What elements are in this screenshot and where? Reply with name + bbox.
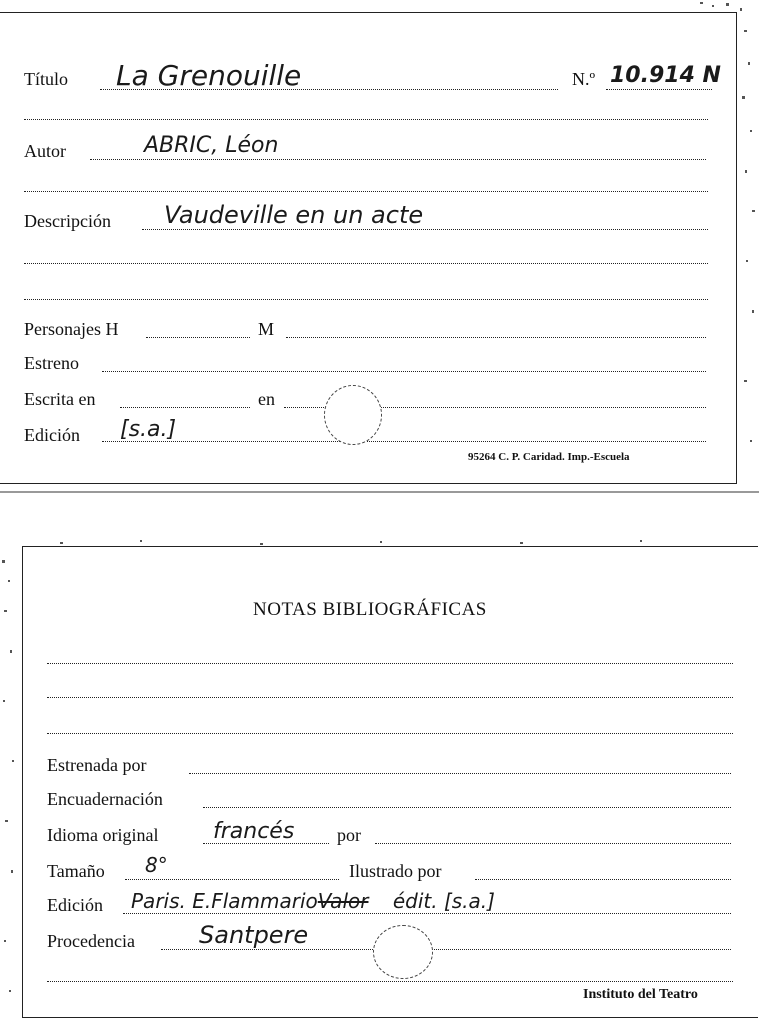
edicion-line <box>102 441 706 442</box>
encuadernacion-line <box>203 807 731 808</box>
descripcion-line-2 <box>24 263 708 264</box>
tamano-label: Tamaño <box>47 861 105 881</box>
descripcion-line-3 <box>24 299 708 300</box>
estreno-label: Estreno <box>24 353 79 373</box>
escrita-line <box>120 407 250 408</box>
idioma-por-line <box>375 843 731 844</box>
descripcion-line <box>142 229 708 230</box>
autor-value: ABRIC, Léon <box>144 133 279 158</box>
personajes-label: Personajes H <box>24 319 119 339</box>
numero-value: 10.914 N <box>610 63 721 88</box>
back-edicion-value <box>131 889 495 913</box>
edicion-label: Edición <box>24 425 80 445</box>
notes-line-2 <box>47 697 733 698</box>
back-edicion-struck: Valor <box>317 889 369 913</box>
descripcion-value: Vaudeville en un acte <box>164 201 424 229</box>
personajes-m-label: M <box>258 319 275 339</box>
ilustrado-line <box>475 879 731 880</box>
autor-label: Autor <box>24 141 66 161</box>
back-stamp-mark <box>373 925 433 979</box>
catalog-card-back <box>22 546 758 1018</box>
numero-label: N.º <box>572 69 596 89</box>
notes-line-1 <box>47 663 733 664</box>
procedencia-label: Procedencia <box>47 931 135 951</box>
back-edicion-label: Edición <box>47 895 103 915</box>
tamano-value: 8° <box>145 853 168 877</box>
catalog-card-front <box>0 12 737 484</box>
procedencia-value: Santpere <box>199 921 309 949</box>
tamano-line <box>125 879 339 880</box>
notes-heading: NOTAS BIBLIOGRÁFICAS <box>253 599 487 620</box>
personajes-m-line <box>286 337 706 338</box>
edicion-value: [s.a.] <box>120 417 177 442</box>
institute-footer: Instituto del Teatro <box>583 987 698 1002</box>
back-edicion-tail: édit. [s.a.] <box>392 889 495 913</box>
printer-note: 95264 C. P. Caridad. Imp.-Escuela <box>468 451 630 463</box>
back-edicion-main: Paris. E.Flammario <box>131 889 318 913</box>
back-edicion-line <box>123 913 731 914</box>
idioma-value: francés <box>213 819 295 844</box>
autor-continuation-line <box>24 191 708 192</box>
procedencia-line <box>161 949 731 950</box>
titulo-label: Título <box>24 69 68 89</box>
escrita-en-label: en <box>258 389 275 409</box>
idioma-label: Idioma original <box>47 825 159 845</box>
personajes-h-line <box>146 337 250 338</box>
autor-line <box>90 159 706 160</box>
estreno-line <box>102 371 706 372</box>
descripcion-label: Descripción <box>24 211 111 231</box>
stamp-mark <box>324 385 382 445</box>
idioma-por-label: por <box>337 825 361 845</box>
numero-line <box>606 89 712 90</box>
notes-line-3 <box>47 733 733 734</box>
estrenada-line <box>189 773 731 774</box>
titulo-continuation-line <box>24 119 708 120</box>
escrita-label: Escrita en <box>24 389 96 409</box>
encuadernacion-label: Encuadernación <box>47 789 163 809</box>
titulo-value: La Grenouille <box>116 59 302 92</box>
back-bottom-line <box>47 981 733 982</box>
estrenada-label: Estrenada por <box>47 755 147 775</box>
ilustrado-label: Ilustrado por <box>349 861 442 881</box>
